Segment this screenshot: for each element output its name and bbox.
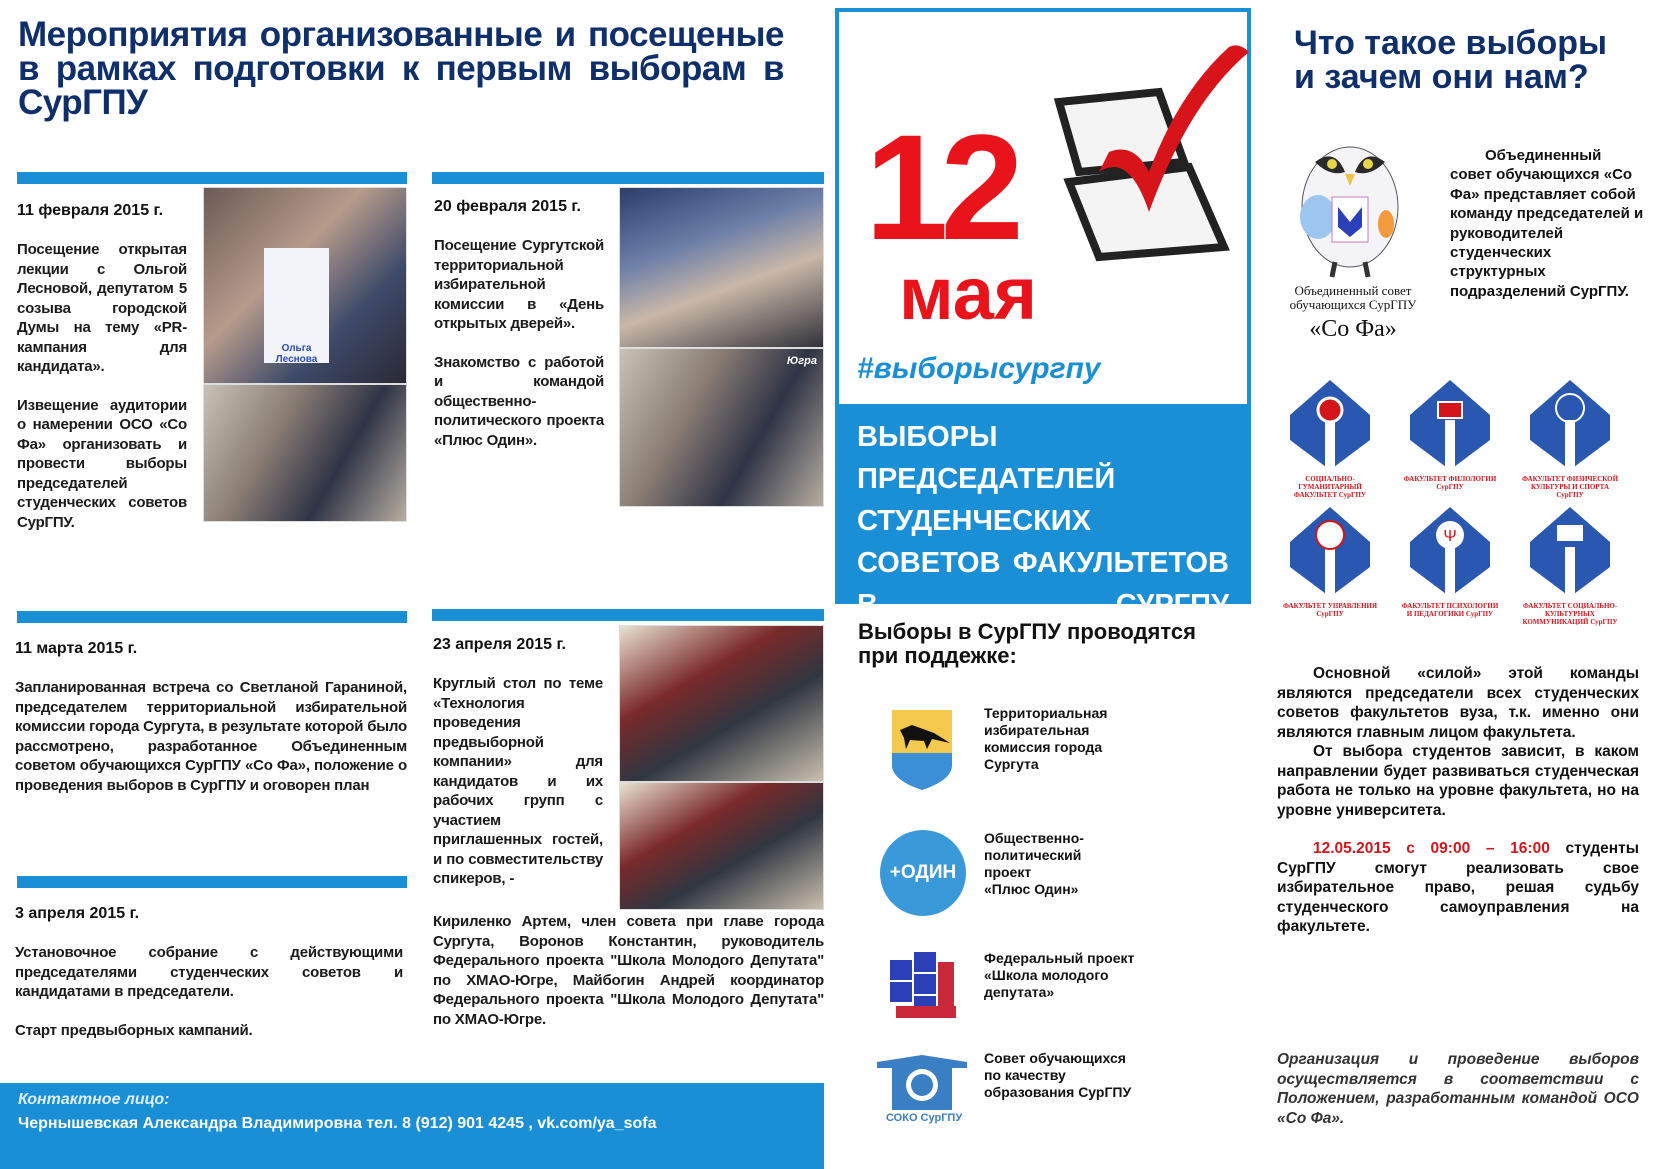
page-title: Мероприятия организованные и посещеные в рамках подготовки к первым выборам в СурГПУ <box>18 15 784 122</box>
lecture-photo <box>203 187 407 384</box>
faculty-name: ФАКУЛЬТЕТ УПРАВЛЕНИЯ СурГПУ <box>1282 602 1378 618</box>
discussion-photo <box>619 782 824 910</box>
event-description <box>17 240 187 551</box>
svg-text:Ψ: Ψ <box>1443 528 1457 545</box>
faculty-logos <box>1280 380 1640 632</box>
group-photo <box>619 625 824 782</box>
event-date: 11 марта 2015 г. <box>15 640 138 657</box>
audience-photo <box>203 384 407 522</box>
faculty-name: СОЦИАЛЬНО-ГУМАНИТАРНЫЙ ФАКУЛЬТЕТ СурГПУ <box>1293 475 1367 499</box>
event-paragraph: Извещение аудитории о намерении ОСО «Со Фа» организовать и провести выборы председателей студенческих советов СурГПУ. <box>17 396 187 531</box>
plus-odin-logo: +ОДИН <box>880 830 966 916</box>
event-paragraph: Круглый стол по теме «Технология проведения предвыборной компании» для кандидатов и их рабочих групп с участием приглашенных гостей, и по совместительству спикеров, - <box>433 675 603 887</box>
event-description <box>15 678 407 814</box>
event-speakers: Кириленко Артем, член совета при главе города Сургута, Воронов Константин, руководитель Федерального проекта "Школа Молодого Депутата" по ХМАО-Югре, Майбогин Андрей координатор Федерального проекта "Школа Молодого Депутата" по ХМАО-Югре. <box>433 913 824 1028</box>
event-description <box>15 943 403 1059</box>
faculty-logo <box>1400 507 1500 632</box>
meeting-photo <box>619 348 824 507</box>
election-date-paragraph <box>1277 839 1639 937</box>
event-date: 20 февраля 2015 г. <box>434 198 581 215</box>
support-heading: Выборы в СурГПУ проводятся при поддежке: <box>858 619 1196 668</box>
section-bar <box>17 172 407 184</box>
team-description <box>1277 664 1639 937</box>
organization-note: Организация и проведение выборов осуществляется в соответствии с Положением, разработанным командой ОСО «Со Фа». <box>1277 1051 1639 1127</box>
sofa-intro: Объединенный совет обучающихся «Со Фа» представляет собой команду председателей и руководителей студенческих структурных подразделений СурГПУ. <box>1450 147 1644 300</box>
faculty-emblem-icon <box>1525 507 1615 597</box>
paragraph: Основной «силой» этой команды являются председатели всех студенческих советов факультетов вуза, т.к. именно они являются главным лицом факультета. <box>1277 665 1639 741</box>
election-datetime: 12.05.2015 с 09:00 – 16:00 <box>1313 840 1550 857</box>
faculty-emblem-icon <box>1525 380 1615 470</box>
section-bar <box>17 876 407 888</box>
supporter-item <box>872 1050 1252 1146</box>
fox-coat-of-arms-icon <box>872 705 972 795</box>
faculty-logo <box>1280 380 1380 505</box>
supporter-name: Территориальная избирательная комиссия города Сургута <box>984 705 1108 772</box>
faculty-emblem-icon <box>1405 507 1495 597</box>
faculty-emblem-icon <box>1285 380 1375 470</box>
supporter-item <box>872 830 1252 926</box>
owl-mascot-icon <box>1290 112 1410 282</box>
faculty-name: ФАКУЛЬТЕТ ФИЛОЛОГИИ СурГПУ <box>1403 475 1497 491</box>
right-title: Что такое выборы и зачем они нам? <box>1294 24 1608 96</box>
owl-caption-name: «Со Фа» <box>1309 316 1397 342</box>
event-paragraph: Запланированная встреча со Светланой Гараниной, председателем территориальной избирательной комиссии города Сургута, в результате которой было рассмотрено, разработанное Объединенным советом обучающихся СурГПУ «Со Фа», положение о проведения выборов в СурГПУ и оговорен план <box>15 679 407 794</box>
supporter-item <box>872 705 1252 801</box>
event-date: 11 февраля 2015 г. <box>17 202 164 219</box>
event-paragraph: Старт предвыборных кампаний. <box>15 1021 253 1039</box>
supporter-item <box>872 940 1252 1036</box>
event-paragraph: Посещение открытая лекции с Ольгой Лесновой, депутатом 5 созыва городской Думы на тему «PR-кампания для кандидата». <box>17 241 187 375</box>
paragraph-text: студенты СурГПУ смогут реализовать свое избирательное право, решая судьбу студенческого самоуправления на факультете. <box>1277 840 1639 935</box>
supporter-name: Совет обучающихся по качеству образования СурГПУ <box>984 1050 1132 1100</box>
faculty-name: ФАКУЛЬТЕТ ФИЗИЧЕСКОЙ КУЛЬТУРЫ И СПОРТА СурГПУ <box>1521 475 1619 499</box>
poster-headline: ВЫБОРЫ ПРЕДСЕДАТЕЛЕЙ СТУДЕНЧЕСКИХ СОВЕТОВ ФАКУЛЬТЕТОВ В СУРГПУ <box>839 404 1247 600</box>
soko-logo-text: СОКО СурГПУ <box>886 1112 963 1124</box>
contact-footer <box>0 1083 824 1169</box>
owl-caption: Объединенный совет обучающихся СурГПУ <box>1289 283 1417 312</box>
section-bar <box>432 172 824 184</box>
event-date: 23 апреля 2015 г. <box>433 636 566 653</box>
faculty-logo <box>1520 507 1620 632</box>
faculty-logo <box>1520 380 1620 505</box>
supporter-name: Общественно- политический проект «Плюс Один» <box>984 830 1084 897</box>
poster-day: 12 <box>865 103 1016 271</box>
event-date: 3 апреля 2015 г. <box>15 905 140 922</box>
tv-logo: Югра <box>786 355 817 367</box>
faculty-name: ФАКУЛЬТЕТ СОЦИАЛЬНО-КУЛЬТУРНЫХ КОММУНИКАЦИЙ СурГПУ <box>1522 602 1618 626</box>
faculty-name: ФАКУЛЬТЕТ ПСИХОЛОГИИ И ПЕДАГОГИКИ СурГПУ <box>1401 602 1499 618</box>
checkbox-checkmark-icon <box>1039 22 1259 262</box>
faculty-emblem-icon <box>1405 380 1495 470</box>
poster-month: мая <box>899 252 1038 335</box>
election-poster <box>835 8 1251 621</box>
event-paragraph: Установочное собрание с действующими председателями студенческих советов и кандидатами в председатели. <box>15 944 403 1000</box>
poster-name: Ольга Леснова <box>264 248 329 363</box>
section-bar <box>432 609 824 621</box>
faculty-emblem-icon <box>1285 507 1375 597</box>
contact-label: Контактное лицо: <box>18 1091 170 1108</box>
faculty-logo <box>1280 507 1380 632</box>
faculty-logo <box>1400 380 1500 505</box>
soko-logo-icon <box>872 1050 972 1140</box>
supporter-name: Федеральный проект «Школа молодого депутата» <box>984 950 1135 1000</box>
contact-value: Чернышевская Александра Владимировна тел. 8 (912) 901 4245 , vk.com/ya_sofa <box>18 1115 657 1132</box>
event-paragraph: Посещение Сургутской территориальной избирательной комиссии в «День открытых дверей». <box>434 237 604 332</box>
event-description <box>434 236 604 469</box>
commission-photo <box>619 187 824 348</box>
event-description <box>433 674 603 889</box>
event-paragraph: Знакомство с работой и командой общественно-политического проекта «Плюс Один». <box>434 353 604 449</box>
paragraph: От выбора студентов зависит, в каком направлении будет развиваться студенческая работа не только на уровне факультета, но на уровне университета. <box>1277 743 1639 819</box>
cube-logo <box>872 940 972 1030</box>
poster-hashtag: #выборысургпу <box>857 352 1101 385</box>
section-bar <box>17 611 407 623</box>
